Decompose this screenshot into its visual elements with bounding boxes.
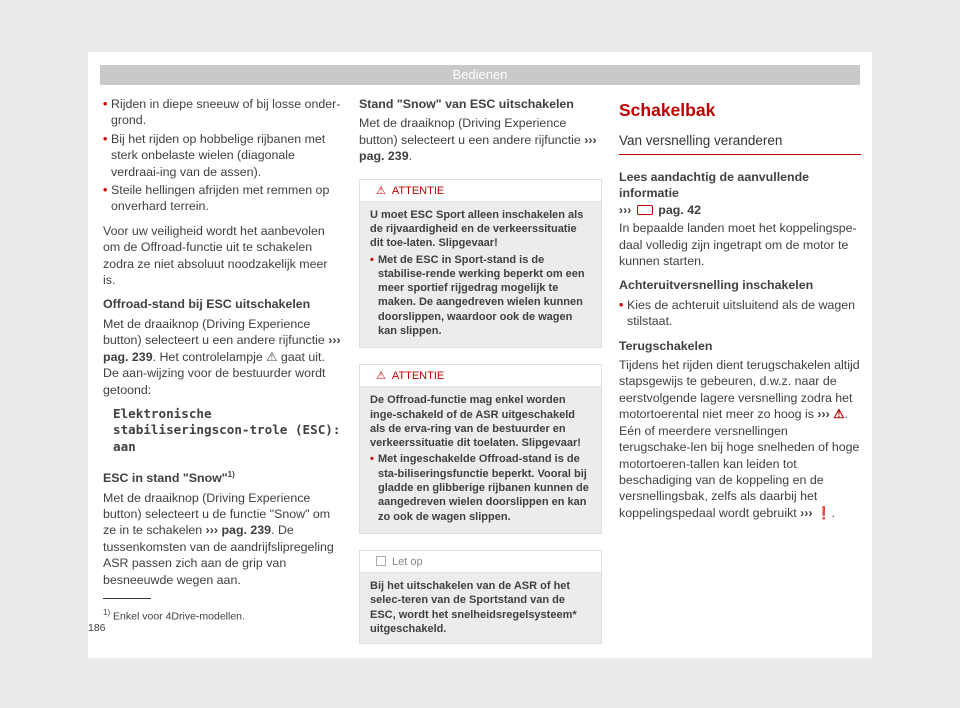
- snow-text: . De tussenkomsten van de aandrijfslipregeling ASR passen zich aan de grip van besneeuwde wegen aan.: [103, 523, 334, 587]
- link-arrows: ›››: [619, 202, 632, 217]
- warning-bullet: • Met de ESC in Sport-stand is de stabilise-rende werking beperkt om een meer sportief rijgedrag mogelijk te maken. De aangedreven wielen kunnen doorslippen, waardoor ook de wagen kan slippen.: [370, 253, 591, 339]
- link-arrows: ›››: [817, 407, 830, 422]
- offroad-off-heading: Offroad-stand bij ESC uitschakelen: [103, 297, 311, 312]
- safety-paragraph: Voor uw veiligheid wordt het aanbevolen om de Offroad-functie uit te schakelen zodra ze niet absoluut noodzakelijk meer is.: [103, 223, 328, 288]
- warning-label: ATTENTIE: [391, 370, 445, 383]
- page-reference-link[interactable]: pag. 239: [359, 149, 409, 164]
- note-box-body: Bij het uitschakelen van de ASR of het selec-teren van de Sportstand van de ESC, wordt het snelheidsregelsysteem* uitgeschakeld.: [360, 573, 601, 643]
- page-number: 186: [88, 622, 106, 634]
- info-heading: Lees aandachtig de aanvullende informatie: [619, 170, 810, 201]
- info-reference: [619, 202, 861, 218]
- warning-bullet: • Met ingeschakelde Offroad-stand is de sta-biliseringsfunctie beperkt. Vooral bij gladde en glibberige rijbanen kunnen de aangedreven wielen doorslippen en kan zo ook de wagen slippen.: [370, 452, 591, 523]
- list-item: • Kies de achteruit uitsluitend als de wagen stilstaat.: [619, 297, 861, 330]
- page-reference-link[interactable]: pag. 239: [103, 349, 153, 364]
- snow-paragraph: [103, 490, 343, 588]
- info-note-icon: [376, 556, 386, 566]
- note-box: [359, 550, 602, 644]
- list-item: • Rijden in diepe sneeuw of bij losse onder-grond.: [103, 96, 343, 129]
- warning-box-header: [360, 365, 601, 387]
- snow-off-text: .: [408, 149, 413, 164]
- warning-box: [359, 364, 602, 534]
- warning-lamp-icon: ⚠: [266, 349, 278, 364]
- snow-off-paragraph: [359, 115, 602, 164]
- link-arrows: ›››: [800, 505, 813, 520]
- downshift-text: Tijdens het rijden dient terugschakelen altijd stapsgewijs te gebeuren, d.w.z. naar de eerstvolgende lagere versnelling zodra het motortoerental niet meer zo hoog is: [619, 358, 860, 422]
- page-reference-link[interactable]: pag. 42: [658, 202, 701, 217]
- footnote: [103, 608, 245, 623]
- downshift-paragraph: [619, 357, 861, 521]
- warning-box-body: [360, 387, 601, 533]
- column-right: [619, 96, 861, 529]
- reverse-heading: Achteruitversnelling inschakelen: [619, 278, 814, 293]
- downshift-text: .: [831, 505, 835, 520]
- page-reference-link[interactable]: pag. 239: [221, 523, 272, 538]
- warning-triangle-icon: ⚠: [376, 184, 386, 197]
- section-title: Van versnelling veranderen: [619, 132, 861, 155]
- footnote-divider: [103, 598, 151, 599]
- warning-box-body: [360, 202, 601, 348]
- offroad-text: Met de draaiknop (Driving Experience button) selecteert u een andere rijfunctie: [103, 316, 325, 348]
- offroad-text: . Het controlelampje: [152, 349, 263, 364]
- notice-circle-icon[interactable]: ❗: [816, 505, 832, 520]
- display-message: Elektronische stabiliseringscon-trole (ESC): aan: [113, 405, 341, 454]
- offroad-paragraph: [103, 316, 343, 398]
- warning-triangle-icon: ⚠: [376, 370, 386, 383]
- chapter-title: Schakelbak: [619, 100, 716, 120]
- downshift-text: . Eén of meerdere versnellingen terugschake-len bij hoge snelheden of hoge motortoeren-tallen kan leiden tot beschadiging van de koppeling en de versnellingsbak, zelfs als daarbij het koppelingspedaal wordt gebruikt: [619, 407, 860, 520]
- column-left: [103, 96, 343, 596]
- warning-box-header: [360, 180, 601, 202]
- snow-off-text: Met de draaiknop (Driving Experience button) selecteert u een andere rijfunctie: [359, 116, 581, 147]
- snow-text: Met de draaiknop (Driving Experience button) selecteert u de functie "Snow" om ze in te schakelen: [103, 490, 331, 538]
- footnote-text: Enkel voor 4Drive-modellen.: [113, 610, 245, 623]
- snow-heading: [103, 467, 343, 487]
- book-icon: [637, 205, 653, 215]
- offroad-text: gaat uit. De aan-wijzing voor de bestuurder wordt getoond:: [103, 349, 326, 397]
- column-middle: [359, 96, 602, 660]
- section-header: Bedienen: [100, 65, 860, 85]
- link-arrows: ›››: [328, 333, 341, 348]
- snow-off-heading: Stand "Snow" van ESC uitschakelen: [359, 97, 574, 111]
- link-arrows: ›››: [584, 132, 597, 147]
- info-paragraph: In bepaalde landen moet het koppelingspe-daal volledig zijn ingetrapt om de motor te kunnen starten.: [619, 221, 857, 269]
- footnote-marker: 1): [227, 470, 235, 480]
- note-box-header: [360, 551, 601, 573]
- list-item: • Steile hellingen afrijden met remmen op onverhard terrein.: [103, 182, 343, 215]
- footnote-marker: 1): [103, 608, 111, 617]
- warning-box: [359, 179, 602, 349]
- link-arrows: ›››: [205, 523, 219, 538]
- warning-intro: U moet ESC Sport alleen inschakelen als de rijvaardigheid en de verkeerssituatie dit toe-laten. Slipgevaar!: [370, 208, 584, 250]
- warning-triangle-icon[interactable]: ⚠: [833, 407, 845, 422]
- downshift-heading: Terugschakelen: [619, 338, 713, 353]
- snow-heading-text: ESC in stand "Snow": [103, 471, 228, 486]
- note-label: Let op: [392, 555, 423, 568]
- warning-label: ATTENTIE: [391, 184, 445, 197]
- list-item: • Bij het rijden op hobbelige rijbanen met sterk onbelaste wielen (diagonale verdraai-ing van de assen).: [103, 131, 343, 180]
- warning-intro: De Offroad-functie mag enkel worden inge-schakeld of de ASR uitgeschakeld als de erva-ring van de bestuurder en verkeerssituatie dit toelaten. Slipgevaar!: [370, 394, 581, 450]
